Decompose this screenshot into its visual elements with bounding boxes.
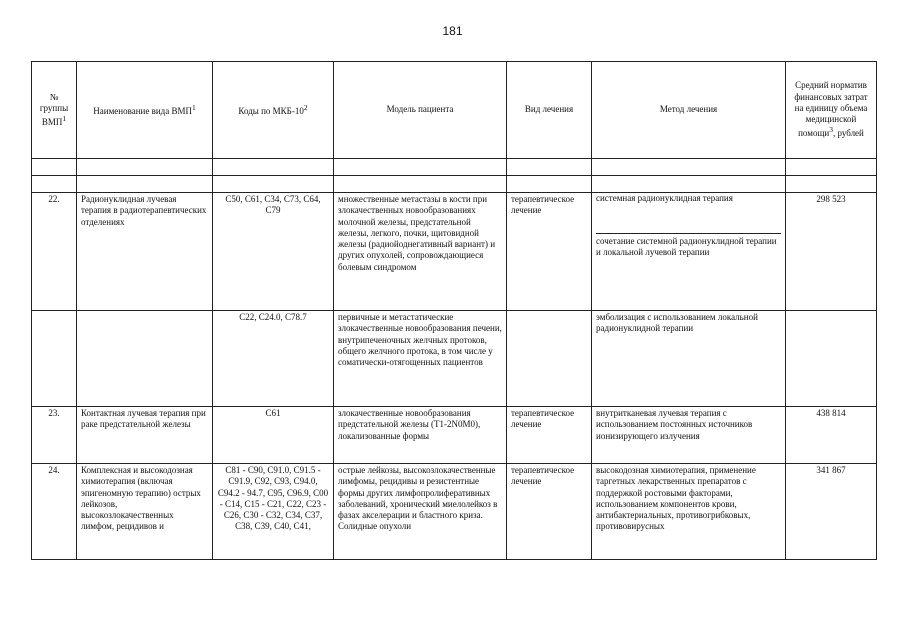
cell-name: Радионуклидная лучевая терапия в радиотерапевтических отделениях bbox=[77, 193, 213, 311]
table-row bbox=[32, 464, 877, 560]
cell-cost: 341 867 bbox=[786, 464, 877, 560]
cell-treatment-type: терапевтическое лечение bbox=[507, 193, 592, 311]
cell-treatment-type: терапевтическое лечение bbox=[507, 464, 592, 560]
header-patient-model: Модель пациента bbox=[334, 62, 507, 159]
cell-codes: C81 - C90, C91.0, C91.5 - C91.9, C92, C93, C94.0, C94.2 - 94.7, C95, C96.9, C00 - C14, C15 - C21, C22, C23 - C26, C30 - C32, C34, C37, C38, C39, C40, C41, bbox=[213, 464, 334, 560]
cell-patient-model: множественные метастазы в кости при злокачественных новообразованиях молочной железы, предстательной железы, легкого, почки, щитовидной железы (радиойоднегативный вариант) и других опухолей, сопровождающиеся болевым синдромом bbox=[334, 193, 507, 311]
cell-group-no bbox=[32, 311, 77, 407]
header-codes: Коды по МКБ-$10^2$ bbox=[213, 62, 334, 159]
cell-codes: C22, C24.0, C78.7 bbox=[213, 311, 334, 407]
cell-cost bbox=[786, 311, 877, 407]
cell-group-no: 24. bbox=[32, 464, 77, 560]
cell-patient-model: острые лейкозы, высокозлокачественные лимфомы, рецидивы и резистентные формы других лимфопролиферативных заболеваний, хронический миелолейкоз в фазах акселерации и бластного криза. Солидные опухоли bbox=[334, 464, 507, 560]
table-row bbox=[32, 193, 877, 311]
header-treatment-method: Метод лечения bbox=[592, 62, 786, 159]
cell-treatment-type bbox=[507, 311, 592, 407]
page-number: 181 bbox=[442, 24, 463, 38]
cell-patient-model: злокачественные новообразования предстательной железы (T1-2N0M0), локализованные формы bbox=[334, 407, 507, 464]
cell-name: Комплексная и высокодозная химиотерапия (включая эпигеномную терапию) острых лейкозов, высокозлокачественных лимфом, рецидивов и bbox=[77, 464, 213, 560]
cell-name: Контактная лучевая терапия при раке предстательной железы bbox=[77, 407, 213, 464]
blank-row bbox=[32, 176, 877, 193]
cell-treatment-method: эмболизация с использованием локальной радионуклидной терапии bbox=[592, 311, 786, 407]
cell-patient-model: первичные и метастатические злокачественные новообразования печени, внутрипеченочных желчных протоков, общего желчного протока, в том числе у соматически-отягощенных пациентов bbox=[334, 311, 507, 407]
cell-codes: C50, C61, C34, C73, C64, C79 bbox=[213, 193, 334, 311]
table-row bbox=[32, 311, 877, 407]
cell-treatment-type: терапевтическое лечение bbox=[507, 407, 592, 464]
cell-treatment-method bbox=[592, 193, 786, 311]
header-name: Наименование вида ВМП$^1$ bbox=[77, 62, 213, 159]
cell-group-no: 22. bbox=[32, 193, 77, 311]
header-treatment-type: Вид лечения bbox=[507, 62, 592, 159]
header-group-no: № группы ВМП$^1$ bbox=[32, 62, 77, 159]
cell-treatment-method: внутритканевая лучевая терапия с использованием постоянных источников ионизирующего излучения bbox=[592, 407, 786, 464]
cell-codes: C61 bbox=[213, 407, 334, 464]
header-cost: Средний норматив финансовых затрат на единицу объема медицинской помощи$^3$, рублей bbox=[786, 62, 877, 159]
treatment-method-item: сочетание системной радионуклидной терапии и локальной лучевой терапии bbox=[596, 236, 777, 258]
cell-treatment-method: высокодозная химиотерапия, применение таргетных лекарственных препаратов с поддержкой ростовыми факторами, использованием компонентов крови, антибактериальных, противогрибковых, противовирусных bbox=[592, 464, 786, 560]
cell-group-no: 23. bbox=[32, 407, 77, 464]
blank-row bbox=[32, 159, 877, 176]
cell-cost: 298 523 bbox=[786, 193, 877, 311]
cell-name bbox=[77, 311, 213, 407]
table-row bbox=[32, 407, 877, 464]
cell-cost: 438 814 bbox=[786, 407, 877, 464]
vmp-table bbox=[31, 61, 877, 560]
treatment-method-item: системная радионуклидная терапия bbox=[596, 193, 781, 234]
header-row bbox=[32, 62, 877, 159]
